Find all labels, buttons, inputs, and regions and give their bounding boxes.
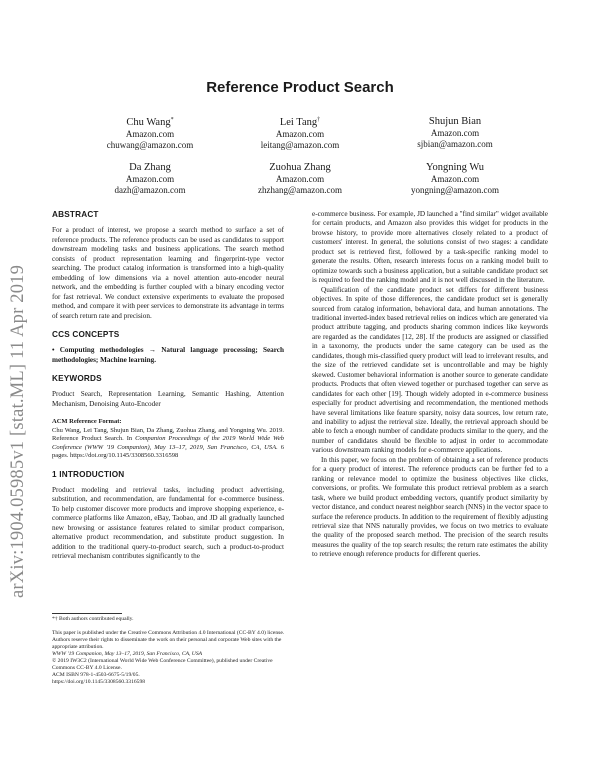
- author-email: chuwang@amazon.com: [106, 139, 194, 150]
- author-affiliation: Amazon.com: [430, 174, 480, 184]
- author-affiliation: Amazon.com: [275, 129, 325, 139]
- author-affiliation: Amazon.com: [430, 128, 480, 138]
- author-name: Da Zhang: [129, 162, 171, 173]
- footnote-rule: [52, 613, 122, 614]
- license-doi: https://doi.org/10.1145/3308560.3316598: [52, 679, 146, 685]
- intro-text: Product modeling and retrieval tasks, including product advertising, substitution, and recommendation, are fundamental for e-commerce business. To help customer discover more products and improve shopping experience, e-commerce platforms like Amazon, eBay, Taobao, and JD all gradually launched new browsing or assistance features related to similar product comparison, alternative product recommendation, and substitute product suggestion. In addition to the traditional query-to-product search, such a product-to-product retrieval mechanism contributes significantly to the: [52, 485, 284, 561]
- author-email: zhzhang@amazon.com: [257, 184, 342, 195]
- author-email: dazh@amazon.com: [114, 184, 186, 195]
- author-block: [375, 161, 535, 195]
- author-block: [220, 161, 380, 195]
- body-paragraph: e-commerce business. For example, JD launched a "find similar" widget available for certain products, and Amazon also provides this widget for products in the browse history, to provide more alternatives closely related to a product of customers' interest. In general, the solutions consist of two stages: a candidate product set is retrieved first, followed by a task-specific ranking model to generate the results. Often, research interests focus on a ranking model built to optimize towards such a business application, but a suitable candidate product set is required to feed the ranking model and it is not well discussed in the literature.: [312, 210, 548, 285]
- abstract-heading: ABSTRACT: [52, 210, 99, 219]
- ccs-heading: CCS CONCEPTS: [52, 330, 120, 339]
- paper-title: Reference Product Search: [206, 79, 394, 96]
- license-copyright: © 2019 IW3C2 (International World Wide Web Conference Committee), published under Creative Commons CC-BY 4.0 License.: [52, 658, 273, 671]
- author-block: [70, 161, 230, 195]
- ccs-text: • Computing methodologies → Natural language processing; Search methodologies; Machine learning.: [52, 346, 284, 364]
- right-column: [312, 210, 548, 560]
- author-name: Zuohua Zhang: [269, 162, 331, 173]
- left-column: [52, 210, 284, 562]
- footnote: *† Both authors contributed equally.: [52, 616, 134, 622]
- author-block: [375, 115, 535, 149]
- acm-reference-authors: Chu Wang, Lei Tang, Shujun Bian, Da Zhang, Zuohua Zhang, and Yongning Wu. 2019. Reference Product Search. In: [52, 426, 284, 443]
- author-email: sjbian@amazon.com: [417, 138, 493, 149]
- acm-reference-rest: 6 pages. https://doi.org/10.1145/3308560.3316598: [52, 443, 284, 460]
- author-affiliation: Amazon.com: [125, 129, 175, 139]
- acm-reference-venue: Companion Proceedings of the 2019 World Wide Web Conference (WWW '19 Companion), May 13–17, 2019, San Francisco, CA, USA.: [52, 435, 285, 451]
- acm-reference: [52, 418, 284, 461]
- license-text: This paper is published under the Creative Commons Attribution 4.0 International (CC-BY 4.0) license. Authors reserve their rights to disseminate the work on their personal and corporate Web sites with the appropriate attribution.: [52, 630, 285, 650]
- author-block: [220, 115, 380, 150]
- license-venue: WWW '19 Companion, May 13–17, 2019, San Francisco, CA, USA: [52, 651, 203, 657]
- license-block: [52, 630, 288, 686]
- author-name: Yongning Wu: [425, 162, 485, 173]
- body-paragraph: Qualification of the candidate product set differs for different business objectives. In spite of those differences, the candidate product set is generally sourced from catalog information, behavioral data, and human annotations. The traditional inverted-index based retrieval relies on indices which are generated via product attribute tagging, and products sharing common indices like keywords are regarded as the candidates [12, 28]. If the products are assigned or classified in a taxonomy, the products under the same category can be used as the candidates, though mis-classified query product will lead to irrelevant results, and the size of the retrieved candidate set is uncontrollable and may be highly skewed. Customer behavioral information is another source to generate candidate products. Products that often viewed together or purchased together can serve as candidates for each other [19]. Though widely adopted in e-commerce business especially for product advertising and recommendation, the mentioned methods have several limitations like feature sparsity, noisy data sources, low return rate, and inability to adjust the retrieval size. Ideally, the retrieval approach should be able to fetch a enough number of candidate products similar to the query, and the number of candidates should be flexible to adjust in order to accommodate various downstream ranking models for e-commerce applications.: [312, 285, 548, 455]
- author-name: Chu Wang: [126, 117, 171, 128]
- author-affiliation: Amazon.com: [125, 174, 175, 184]
- author-name: Shujun Bian: [428, 116, 482, 127]
- author-email: leitang@amazon.com: [260, 139, 340, 150]
- author-mark: *: [170, 117, 174, 123]
- author-mark: †: [317, 117, 321, 123]
- abstract-text: For a product of interest, we propose a search method to surface a set of reference products. The reference products can be used as candidates to support downstream modeling tasks and business applications. The search method consists of product representation learning and fingerprint-type vector searching. The product catalog information is transformed into a high-quality embedding of low dimensions via a novel attention auto-encoder neural network, and the embedding is further coupled with a binary encoding vector for fast retrieval. We conduct extensive experiments to evaluate the proposed method, and compare it with peer services to demonstrate its advantage in terms of search return rate and precision.: [52, 226, 284, 320]
- body-paragraph: In this paper, we focus on the problem of obtaining a set of reference products for a query product of interest. The reference products can be further fed to a ranking or relevance model to optimize the business objectives like clicks, conversions, or profits. We formulate this product retrieval problem as a search task, where we build product embedding vectors, quantify product similarity by vector distance, and conduct nearest neighbor search (NNS) in the vector space to surface the reference products. In addition to the requirement of flexibly adjusting retrieval size that NNS naturally provides, we focus on two metrics to evaluate the quality of the proposed search method. The precision of the search results measures the quality of the top search results; the return rate estimates the ability to retrieve enough reference products for different queries.: [312, 455, 548, 559]
- author-name: Lei Tang: [279, 117, 318, 128]
- license-isbn: ACM ISBN 978-1-4503-6675-5/19/05.: [52, 672, 140, 678]
- arxiv-stamp: arXiv:1904.05985v1 [stat.ML] 11 Apr 2019: [8, 264, 28, 598]
- author-block: [70, 115, 230, 150]
- author-email: yongning@amazon.com: [410, 184, 500, 195]
- keywords-text: Product Search, Representation Learning, Semantic Hashing, Attention Mechanism, Denoising Auto-Encoder: [52, 390, 284, 408]
- intro-heading: 1 INTRODUCTION: [52, 469, 125, 479]
- keywords-heading: KEYWORDS: [52, 374, 102, 383]
- acm-reference-label: ACM Reference Format:: [52, 418, 122, 425]
- author-affiliation: Amazon.com: [275, 174, 325, 184]
